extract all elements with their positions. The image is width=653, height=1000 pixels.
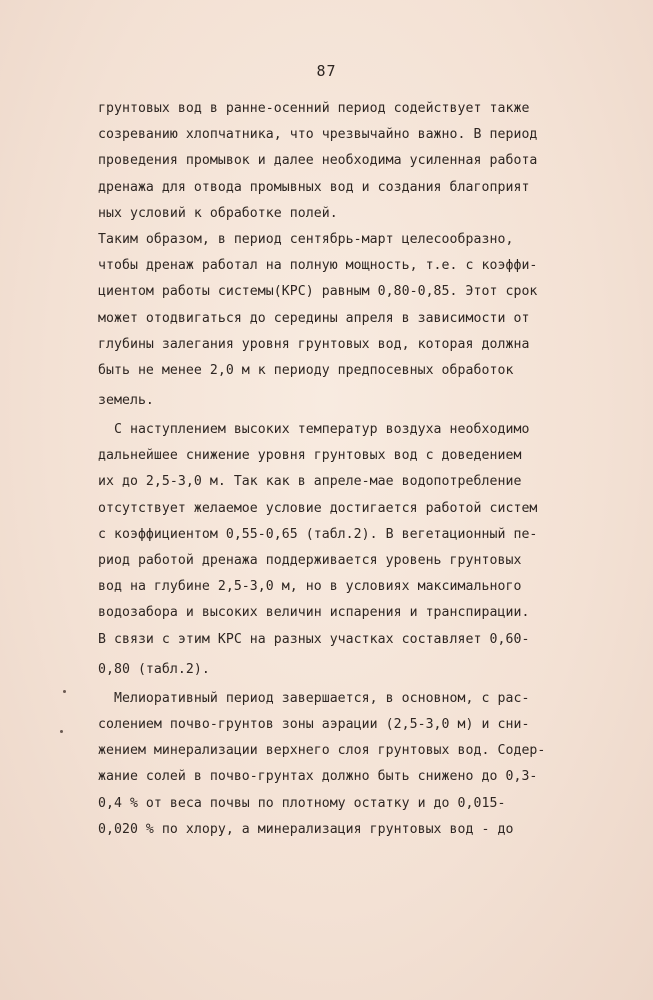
text-line: жание солей в почво-грунтах должно быть снижено до 0,3-	[98, 769, 538, 785]
text-line: дальнейшее снижение уровня грунтовых вод с доведением	[98, 448, 522, 464]
text-line: риод работой дренажа поддерживается уровень грунтовых	[98, 553, 522, 568]
text-line: жением минерализации верхнего слоя грунтовых вод. Содер-	[98, 743, 546, 759]
text-line: 0,80 (табл.2).	[98, 661, 210, 677]
text-line: с коэффициентом 0,55-0,65 (табл.2). В вегетационный пе-	[98, 526, 538, 542]
text-line: вод на глубине 2,5-3,0 м, но в условиях максимального	[98, 579, 522, 595]
text-line: 0,4 % от веса почвы по плотному остатку и до 0,015-	[98, 795, 506, 811]
text-line: В связи с этим КРС на разных участках составляет 0,60-	[98, 631, 530, 647]
text-line: может отодвигаться до середины апреля в зависимости от	[98, 310, 530, 326]
text-line: быть не менее 2,0 м к периоду предпосевных обработок	[98, 362, 514, 378]
text-line: Таким образом, в период сентябрь-март целесообразно,	[98, 231, 514, 247]
text-line: циентом работы системы(КРС) равным 0,80-0,85. Этот срок	[98, 284, 538, 300]
paper-speck	[63, 690, 66, 693]
body-text	[98, 96, 568, 843]
text-line: солением почво-грунтов зоны аэрации (2,5-3,0 м) и сни-	[98, 716, 530, 732]
text-line: 0,020 % по хлору, а минерализация грунтовых вод - до	[98, 821, 514, 837]
text-line: С наступлением высоких температур воздуха необходимо	[98, 422, 530, 438]
text-line: их до 2,5-3,0 м. Так как в апреле-мае водопотребление	[98, 474, 522, 490]
text-line: дренажа для отвода промывных вод и создания благоприят	[98, 179, 530, 195]
text-line: глубины залегания уровня грунтовых вод, которая должна	[98, 336, 530, 352]
text-line: грунтовых вод в ранне-осенний период содействует также	[98, 101, 530, 116]
paper-speck	[60, 730, 63, 733]
text-line: отсутствует желаемое условие достигается работой систем	[98, 500, 538, 516]
text-line: созреванию хлопчатника, что чрезвычайно важно. В период	[98, 127, 538, 143]
text-line: проведения промывок и далее необходима усиленная работа	[98, 153, 538, 169]
text-line: чтобы дренаж работал на полную мощность, т.е. с коэффи-	[98, 258, 538, 274]
text-line: Мелиоративный период завершается, в основном, с рас-	[98, 690, 530, 706]
page-number: 87	[316, 62, 337, 80]
text-line: водозабора и высоких величин испарения и транспирации.	[98, 605, 530, 621]
text-line: ных условий к обработке полей.	[98, 205, 338, 221]
text-line: земель.	[98, 393, 154, 409]
